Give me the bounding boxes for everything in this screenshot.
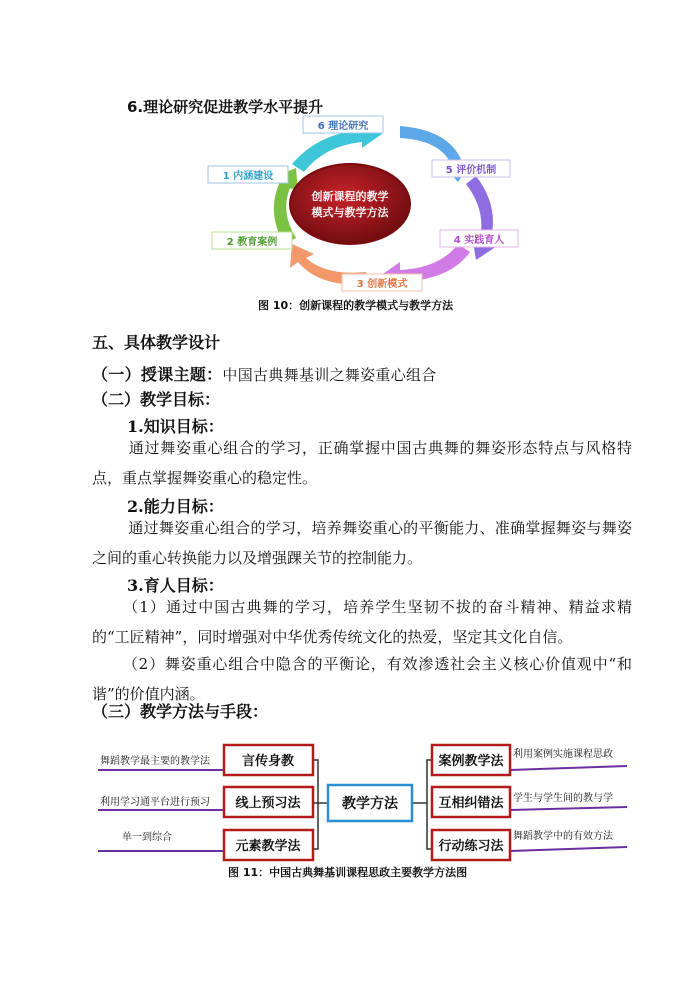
note-left-3: 单一到综合: [122, 832, 172, 843]
ability-text: 通过舞姿重心组合的学习，培养舞姿重心的平衡能力、准确掌握舞姿与舞姿之间的重心转换能力以及增强踝关节的控制能力。: [92, 519, 632, 567]
topic-label: （一）授课主题：: [92, 365, 223, 384]
ability-title: 2.能力目标：: [127, 497, 224, 516]
note-right-2: 学生与学生间的教与学: [513, 793, 613, 804]
note-line-right-3: [510, 847, 627, 851]
note-line-right-2: [510, 807, 627, 810]
center-line-1: 创新课程的教学: [311, 190, 389, 203]
knowledge-paragraph: [92, 433, 632, 493]
knowledge-title: 1.知识目标：: [127, 417, 224, 436]
label-1-connotation: 1 内涵建设: [222, 171, 274, 182]
moral-text-1: （1）通过中国古典舞的学习，培养学生坚韧不拔的奋斗精神、精益求精的“工匠精神”，同时增强对中华优秀传统文化的热爱，坚定其文化自信。: [92, 598, 632, 646]
box-left-3-label: 元素教学法: [235, 839, 301, 854]
figure-11-methods-diagram: [90, 735, 635, 865]
moral-paragraph-1: [92, 592, 632, 652]
note-left-2: 利用学习通平台进行预习: [100, 797, 210, 808]
box-right-3-label: 行动练习法: [438, 839, 504, 854]
topic-value: 中国古典舞基训之舞姿重心组合: [222, 366, 437, 384]
goals-label: （二）教学目标：: [92, 390, 221, 409]
box-right-2-label: 互相纠错法: [438, 796, 504, 811]
knowledge-text: 通过舞姿重心组合的学习，正确掌握中国古典舞的舞姿形态特点与风格特点，重点掌握舞姿重心的稳定性。: [92, 439, 632, 487]
label-4-practice: 4 实践育人: [453, 235, 505, 246]
box-right-1-label: 案例教学法: [438, 754, 504, 769]
note-line-right-1: [510, 766, 627, 770]
moral-title: 3.育人目标：: [127, 576, 224, 595]
note-right-1: 利用案例实施课程思政: [513, 749, 613, 760]
center-line-2: 模式与教学方法: [311, 206, 389, 219]
ability-paragraph: [92, 513, 632, 573]
box-center-label: 教学方法: [342, 796, 398, 812]
section-5-title: 五、具体教学设计: [92, 333, 221, 352]
label-3-innovation: 3 创新模式: [356, 279, 408, 290]
label-5-evaluation: 5 评价机制: [445, 165, 497, 176]
box-left-1-label: 言传身教: [241, 754, 295, 769]
figure-10-cycle-diagram: [200, 112, 530, 292]
methods-label: （三）教学方法与手段：: [92, 702, 269, 721]
center-ellipse: [290, 164, 410, 244]
section-6-title: 6.理论研究促进教学水平提升: [127, 98, 324, 116]
topic-line: [92, 362, 437, 385]
moral-text-2: （2）舞姿重心组合中隐含的平衡论，有效渗透社会主义核心价值观中“和谐”的价值内涵。: [92, 655, 632, 703]
note-right-3: 舞蹈教学中的有效方法: [513, 831, 613, 842]
label-6-theory: 6 理论研究: [317, 121, 369, 132]
figure-11-caption: 图 11：中国古典舞基训课程思政主要教学方法图: [228, 866, 468, 879]
label-2-cases: 2 教育案例: [226, 237, 278, 248]
note-left-1: 舞蹈教学最主要的教学法: [100, 756, 210, 767]
box-left-2-label: 线上预习法: [235, 796, 301, 811]
figure-10-caption: 图 10：创新课程的教学模式与教学方法: [258, 299, 454, 312]
